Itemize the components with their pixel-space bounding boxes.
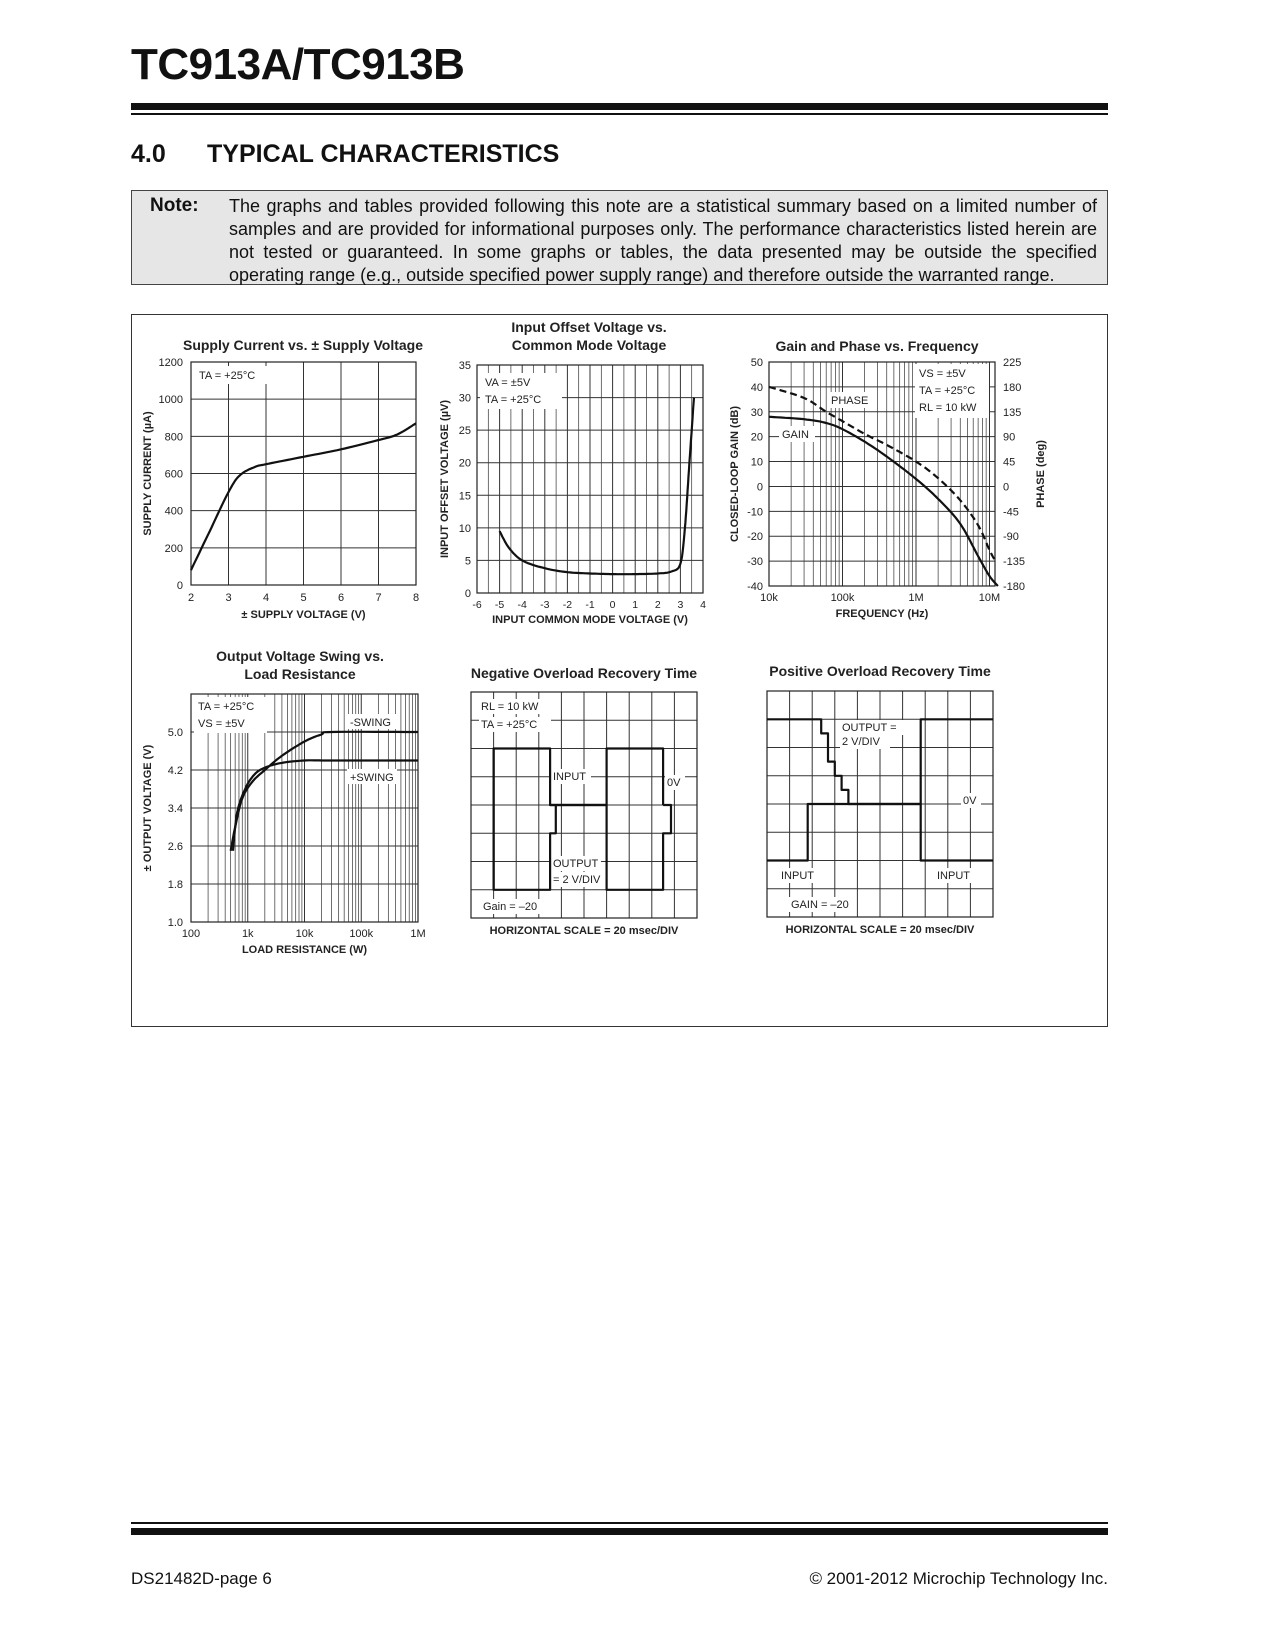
y2-tick-label: 135: [1003, 406, 1022, 419]
characteristics-figure: [131, 314, 1108, 1027]
y-tick-label: 10: [750, 456, 763, 469]
annotation-input: INPUT: [553, 771, 586, 783]
annotation-0v: 0V: [963, 795, 977, 807]
annotation-ta: TA = +25°C: [199, 370, 256, 382]
annotation-output: OUTPUT: [553, 858, 599, 870]
x-tick-label: 2: [654, 599, 661, 611]
x-axis-label: INPUT COMMON MODE VOLTAGE (V): [492, 614, 688, 626]
footer-page-number: DS21482D-page 6: [131, 1569, 272, 1588]
y-tick-label: 15: [458, 490, 471, 503]
y2-tick-label: -45: [1003, 506, 1019, 519]
x-tick-label: 8: [412, 592, 420, 604]
chart-output-swing: [142, 648, 426, 956]
y-tick-label: 50: [750, 357, 763, 369]
y-tick-label: 1.8: [167, 879, 183, 891]
y2-tick-label: -90: [1003, 531, 1019, 544]
chart-supply-current: [142, 337, 423, 621]
x-tick-label: 7: [375, 592, 382, 604]
chart-title: Input Offset Voltage vs.: [511, 319, 667, 335]
y-tick-label: 40: [750, 381, 763, 394]
y-tick-label: -10: [747, 506, 763, 519]
y-tick-label: -30: [747, 556, 763, 569]
x-tick-label: -4: [517, 599, 527, 611]
x-tick-label: 3: [677, 599, 684, 611]
annotation-0v: 0V: [667, 777, 681, 789]
x-tick-label: 2: [187, 592, 195, 604]
chart-title: Gain and Phase vs. Frequency: [775, 338, 979, 354]
y-tick-label: 1000: [158, 394, 183, 407]
annotation-ta: TA = +25°C: [481, 719, 538, 731]
y-tick-label: 200: [164, 542, 183, 555]
x-tick-label: 1M: [410, 928, 426, 940]
y-tick-label: 5: [464, 555, 471, 568]
y2-tick-label: -180: [1003, 581, 1026, 593]
chart-title: Output Voltage Swing vs.: [216, 648, 384, 664]
x-tick-label: -5: [494, 599, 505, 611]
y-tick-label: 35: [458, 360, 471, 372]
y-tick-label: 800: [164, 431, 183, 444]
chart-title: Common Mode Voltage: [511, 337, 667, 353]
x-axis-label: FREQUENCY (Hz): [835, 608, 929, 620]
x-axis-label: HORIZONTAL SCALE = 20 msec/DIV: [785, 924, 975, 936]
x-axis-label: HORIZONTAL SCALE = 20 msec/DIV: [489, 925, 679, 937]
x-axis-label: LOAD RESISTANCE (W): [241, 944, 368, 956]
x-tick-label: 1M: [908, 592, 924, 604]
annotation-plus-swing: +SWING: [350, 772, 394, 784]
x-tick-label: 1k: [241, 928, 254, 940]
y-tick-label: 0: [756, 481, 763, 494]
section-number: 4.0: [131, 140, 166, 168]
y-tick-label: 20: [750, 431, 763, 444]
x-tick-label: -3: [540, 599, 550, 611]
note-text: The graphs and tables provided following this note are a statistical summary based on a limited number of samples and are provided for informational purposes only. The performance characteristics listed herein are not tested or guaranteed. In some graphs or tables, the data presented may be outside the specified operating range (e.g., outside specified power supply range) and therefore outside the warranted range.: [229, 196, 1097, 285]
y-tick-label: 0: [176, 580, 183, 592]
x-tick-label: 100: [181, 928, 201, 940]
y-tick-label: 3.4: [167, 803, 183, 815]
y-tick-label: 400: [164, 505, 183, 518]
y2-tick-label: 45: [1003, 456, 1016, 469]
chart-gain-phase: [729, 338, 1047, 620]
footer-rule-thin: [131, 1522, 1108, 1524]
annotation-phase: PHASE: [831, 395, 869, 407]
y-tick-label: 25: [458, 425, 471, 438]
x-tick-label: 0: [609, 599, 616, 611]
y-tick-label: 0: [464, 588, 471, 600]
y-tick-label: 5.0: [167, 727, 183, 739]
annotation-gain: Gain = –20: [483, 901, 538, 913]
annotation-vs: VS = ±5V: [198, 718, 245, 730]
section-heading: [131, 140, 559, 169]
annotation-gain: GAIN = –20: [791, 899, 849, 911]
chart-positive-overload: [767, 663, 993, 936]
x-tick-label: 10k: [295, 928, 314, 940]
annotation-output-scale: = 2 V/DIV: [553, 874, 601, 886]
y2-axis-label: PHASE (deg): [1035, 440, 1047, 508]
y2-tick-label: 90: [1003, 431, 1016, 444]
y-tick-label: 1200: [158, 357, 183, 369]
chart-title: Supply Current vs. ± Supply Voltage: [182, 337, 424, 353]
annotation-va: VA = ±5V: [485, 377, 531, 389]
x-axis-label: ± SUPPLY VOLTAGE (V): [241, 609, 366, 621]
annotation-output: OUTPUT =: [842, 722, 897, 734]
y-tick-label: -20: [747, 531, 763, 544]
y-tick-label: 4.2: [167, 765, 183, 777]
document-title: TC913A/TC913B: [131, 40, 465, 89]
x-tick-label: 4: [262, 592, 270, 604]
x-tick-label: -6: [472, 599, 482, 611]
x-tick-label: 100k: [349, 928, 374, 940]
x-tick-label: 10M: [978, 592, 1001, 604]
section-title: TYPICAL CHARACTERISTICS: [207, 140, 560, 168]
figure-canvas: [131, 314, 1108, 1027]
note-label: Note:: [150, 195, 199, 216]
chart-title: Load Resistance: [244, 666, 356, 682]
x-tick-label: 4: [700, 599, 706, 611]
annotation-rl: RL = 10 kW: [481, 701, 539, 713]
y-axis-label: SUPPLY CURRENT (µA): [142, 411, 154, 536]
y-tick-label: 30: [750, 406, 763, 419]
x-tick-label: -1: [585, 599, 595, 611]
footer-copyright: © 2001-2012 Microchip Technology Inc.: [809, 1569, 1108, 1588]
y2-tick-label: 0: [1003, 481, 1010, 494]
y-axis-label: INPUT OFFSET VOLTAGE (µV): [439, 399, 451, 559]
y-tick-label: 2.6: [167, 841, 183, 853]
annotation-input-right: INPUT: [937, 870, 970, 882]
y-tick-label: 600: [164, 468, 183, 481]
x-tick-label: 100k: [830, 592, 855, 604]
header-rule-thick: [131, 103, 1108, 110]
annotation-ta: TA = +25°C: [198, 701, 255, 713]
minus-swing-curve: [231, 732, 418, 851]
chart-negative-overload: [471, 665, 697, 937]
annotation-ta: TA = +25°C: [919, 385, 976, 397]
y2-tick-label: 225: [1003, 357, 1022, 369]
y-axis-label: ± OUTPUT VOLTAGE (V): [142, 744, 154, 872]
y-tick-label: 30: [458, 392, 471, 405]
note-box: [131, 190, 1108, 285]
annotation-input-left: INPUT: [781, 870, 814, 882]
input-offset-curve: [500, 398, 694, 575]
chart-title: Positive Overload Recovery Time: [769, 663, 991, 679]
y2-tick-label: -135: [1003, 556, 1026, 569]
annotation-ta: TA = +25°C: [485, 394, 542, 406]
annotation-output-scale: 2 V/DIV: [842, 736, 880, 748]
header-rule-thin: [131, 113, 1108, 115]
annotation-minus-swing: -SWING: [350, 717, 391, 729]
x-tick-label: 3: [225, 592, 232, 604]
y-axis-label: CLOSED-LOOP GAIN (dB): [729, 405, 741, 543]
x-tick-label: 5: [300, 592, 307, 604]
chart-input-offset: [439, 319, 706, 626]
y-tick-label: 20: [458, 457, 471, 470]
x-tick-label: -2: [562, 599, 573, 611]
footer-rule-thick: [131, 1528, 1108, 1535]
y-tick-label: 10: [458, 522, 471, 535]
annotation-rl: RL = 10 kW: [919, 402, 977, 414]
y-tick-label: 1.0: [167, 917, 183, 929]
y2-tick-label: 180: [1003, 381, 1022, 394]
y-tick-label: -40: [747, 581, 763, 593]
annotation-gain: GAIN: [782, 429, 809, 441]
x-tick-label: 10k: [760, 592, 778, 604]
x-tick-label: 6: [337, 592, 345, 604]
x-tick-label: 1: [632, 599, 639, 611]
chart-title: Negative Overload Recovery Time: [470, 665, 698, 681]
annotation-vs: VS = ±5V: [919, 368, 966, 380]
